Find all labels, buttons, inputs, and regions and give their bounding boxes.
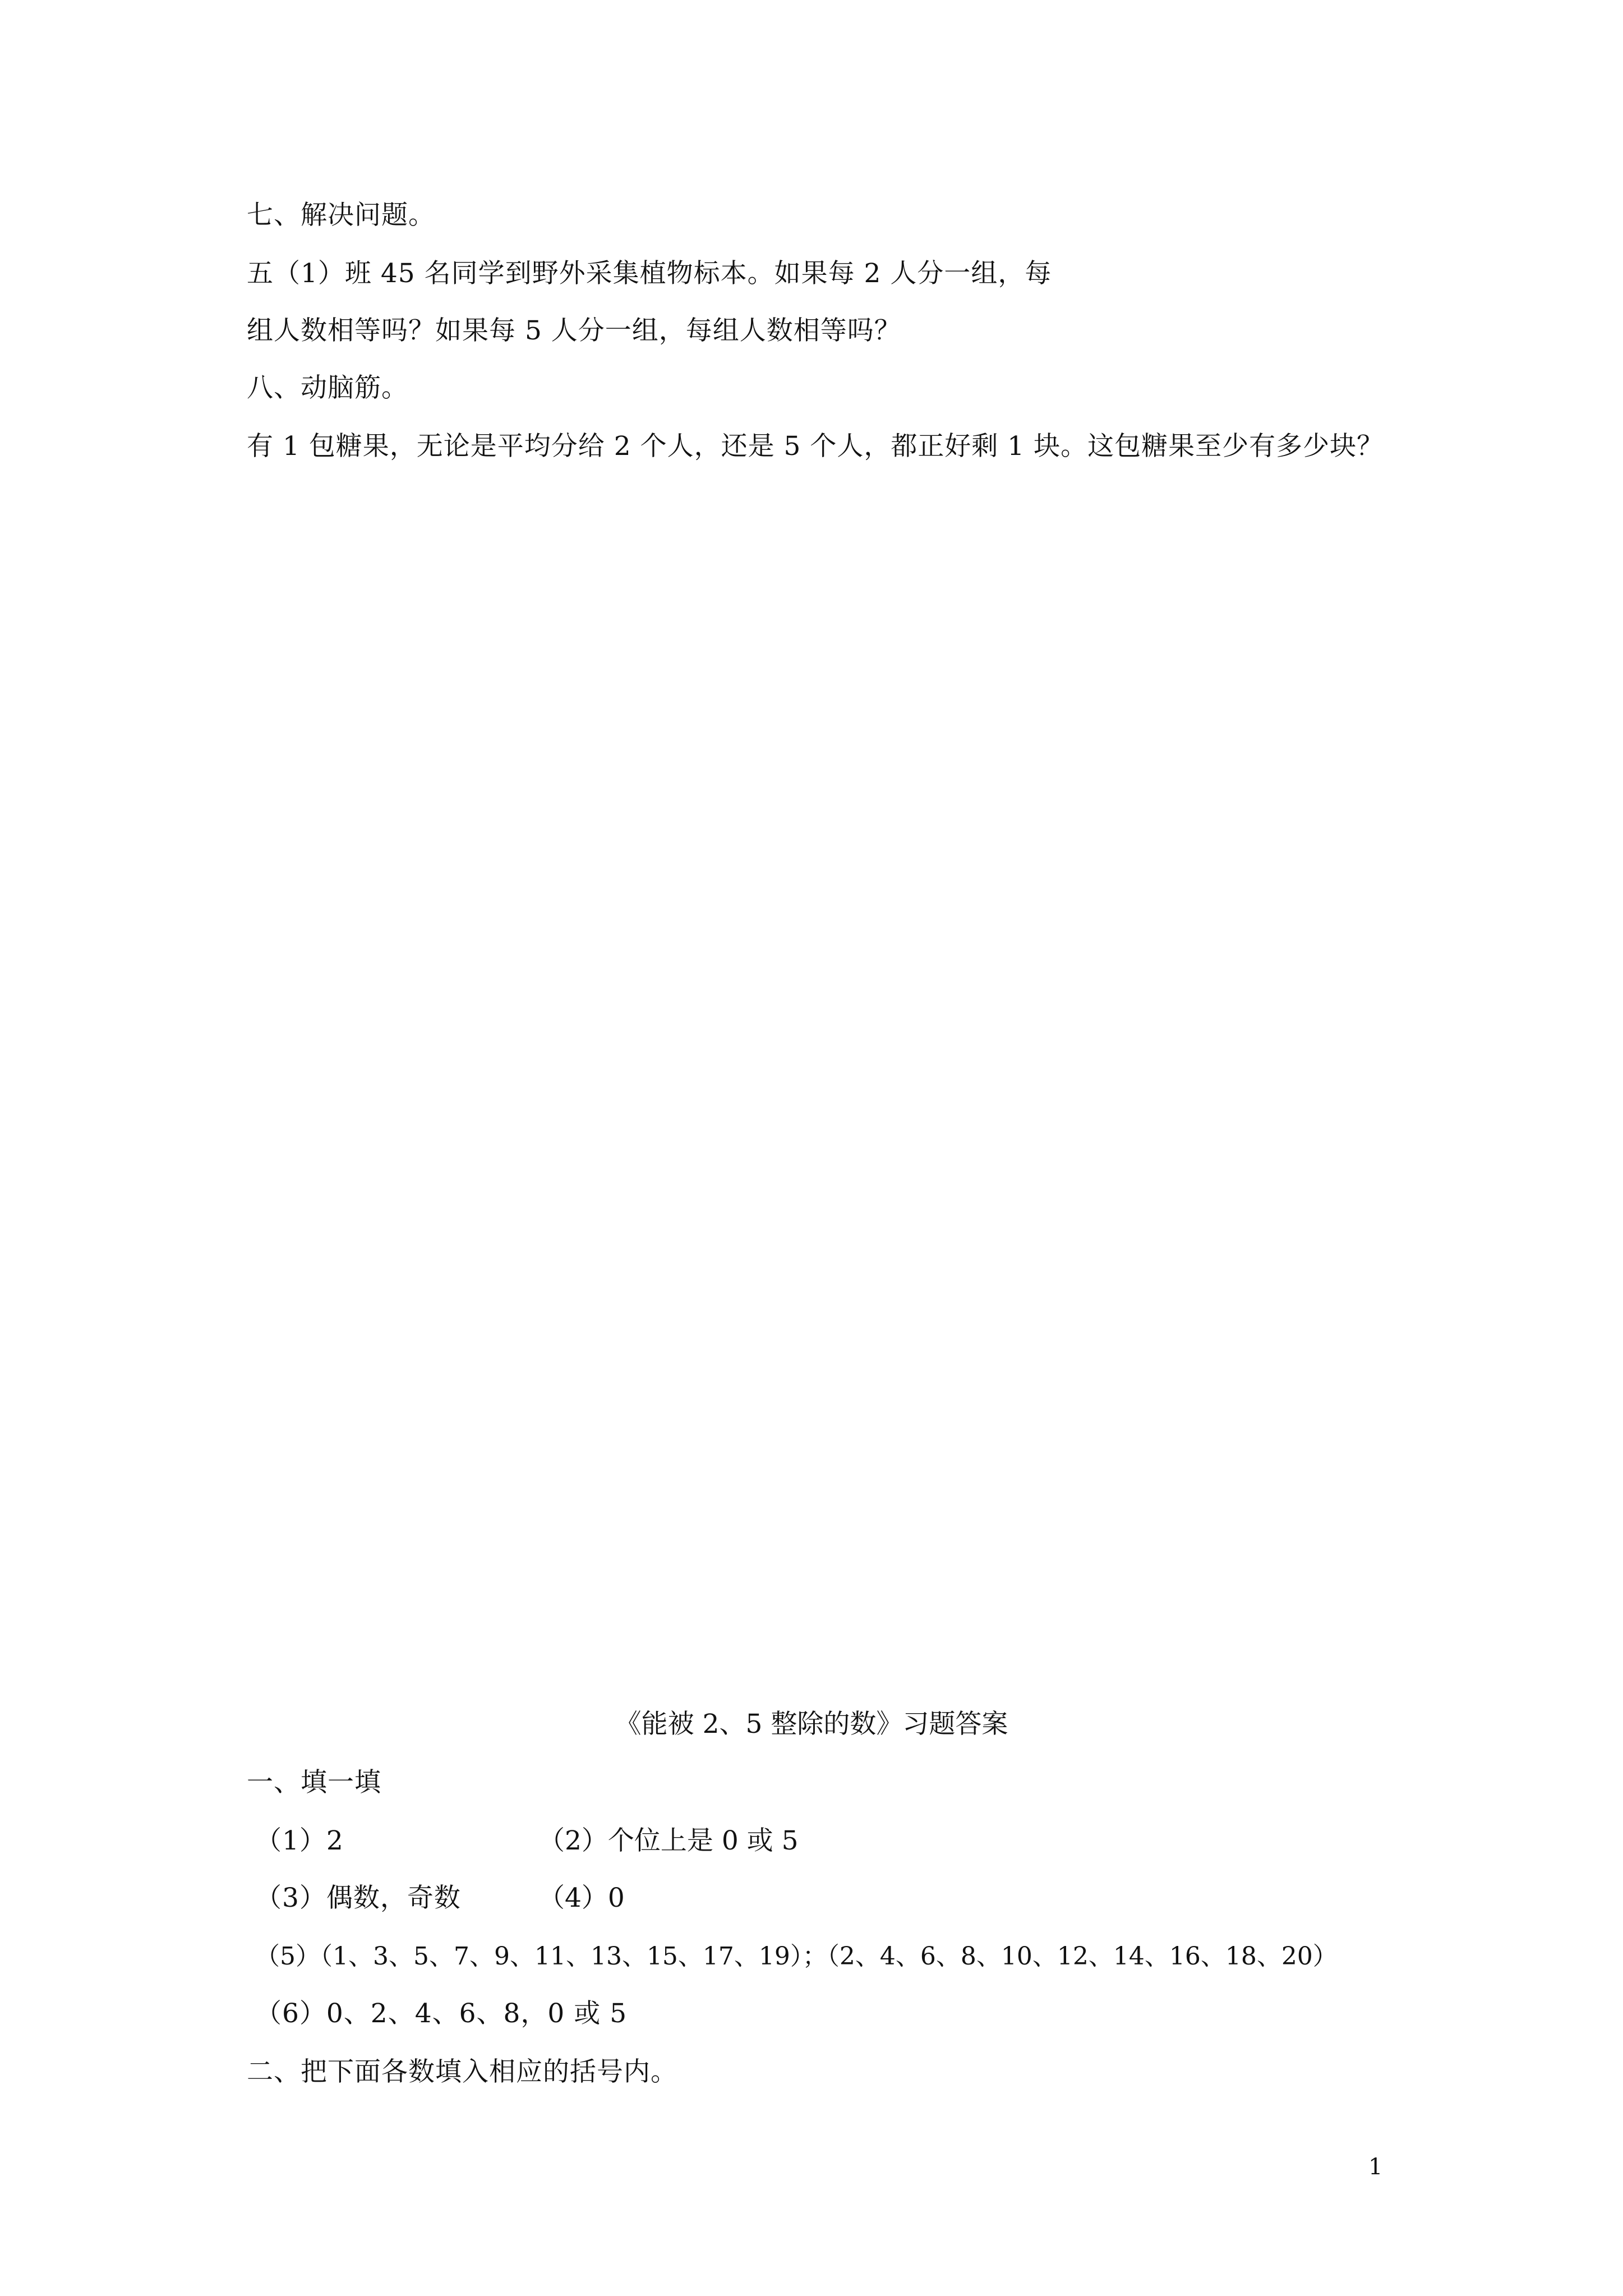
- section-8-problem-line-1: 有 1 包糖果，无论是平均分给 2 个人，还是 5 个人，都正好剩 1 块。这包糖果至少有多少块？: [247, 431, 1384, 462]
- section-7-problem-line-2: 组人数相等吗？如果每 5 人分一组，每组人数相等吗？: [247, 315, 901, 346]
- answer-section-2-heading: 二、把下面各数填入相应的括号内。: [247, 2056, 677, 2087]
- answer-item-2: （2）个位上是 0 或 5: [538, 1825, 799, 1856]
- section-7-problem-line-1: 五（1）班 45 名同学到野外采集植物标本。如果每 2 人分一组，每: [247, 258, 1052, 289]
- answer-item-3: （3）偶数，奇数: [255, 1883, 461, 1913]
- answer-item-5: （5）（1、3、5、7、9、11、13、15、17、19）；（2、4、6、8、10、12、14、16、18、20）: [255, 1942, 1338, 1971]
- section-7-heading: 七、解决问题。: [247, 200, 435, 231]
- answer-item-6: （6）0、2、4、6、8，0 或 5: [255, 1998, 628, 2029]
- answer-item-1: （1）2: [255, 1825, 344, 1856]
- answer-key-title: 《能被 2、5 整除的数》习题答案: [615, 1709, 1008, 1740]
- section-8-heading: 八、动脑筋。: [247, 372, 408, 403]
- answer-item-4: （4）0: [538, 1883, 625, 1913]
- page-number: 1: [1368, 2154, 1383, 2180]
- answer-section-1-heading: 一、填一填: [247, 1767, 381, 1798]
